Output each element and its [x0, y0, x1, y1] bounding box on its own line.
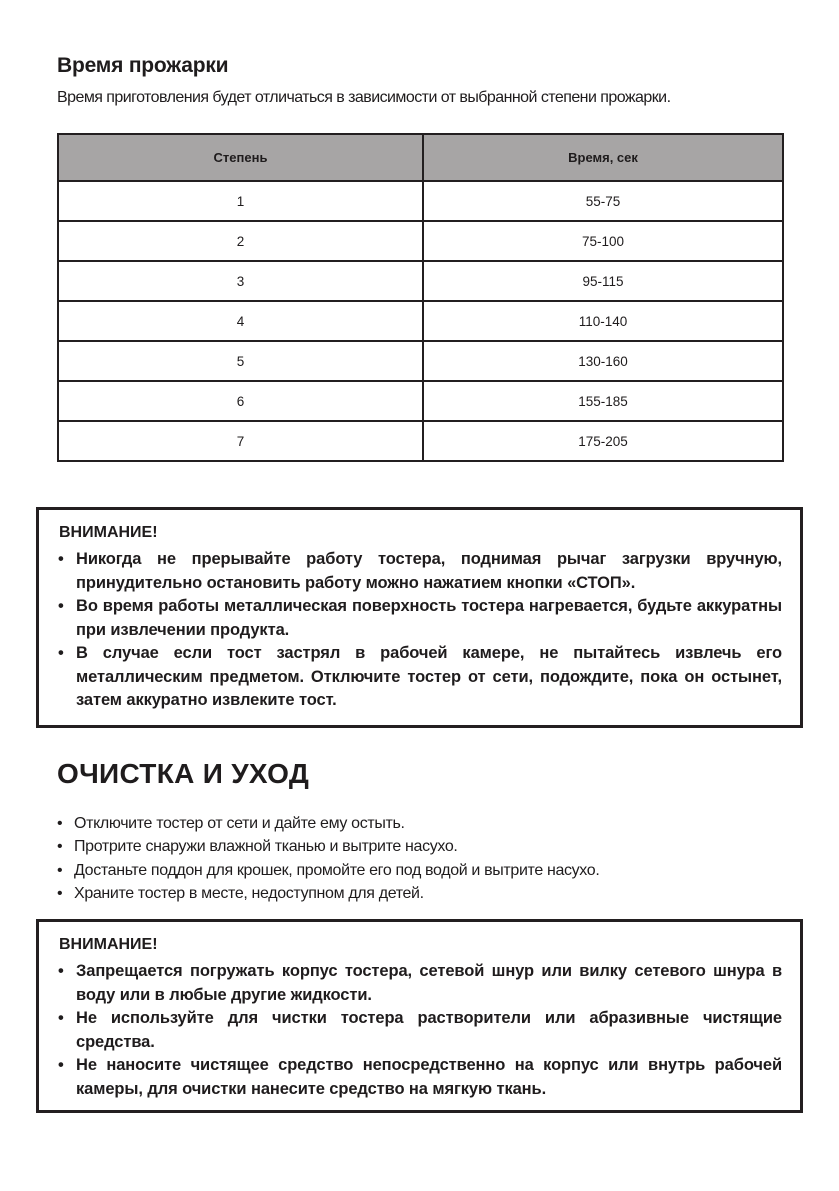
- warning-item: [58, 1054, 782, 1101]
- table-row: [58, 301, 783, 341]
- bullet-icon: •: [57, 861, 63, 879]
- level-cell: 1: [58, 181, 423, 221]
- table-row: [58, 261, 783, 301]
- bullet-icon: •: [58, 644, 64, 662]
- warning-list: [58, 548, 782, 713]
- list-item: [57, 882, 599, 905]
- warning-item-text: Не наносите чистящее средство непосредственно на корпус или внутрь рабочей камеры, для очистки нанесите средство на мягкую ткань.: [76, 1056, 782, 1098]
- table-header-row: [58, 134, 783, 181]
- table-row: [58, 341, 783, 381]
- warning-item-text: Никогда не прерывайте работу тостера, поднимая рычаг загрузки вручную, принудительно остановить работу можно нажатием кнопки «СТОП».: [76, 550, 782, 592]
- level-cell: 5: [58, 341, 423, 381]
- table-row: [58, 421, 783, 461]
- cleaning-list: [57, 812, 599, 905]
- roast-time-intro: Время приготовления будет отличаться в зависимости от выбранной степени прожарки.: [57, 89, 671, 106]
- list-item-text: Протрите снаружи влажной тканью и вытрите насухо.: [74, 838, 458, 856]
- warning-item-text: Запрещается погружать корпус тостера, сетевой шнур или вилку сетевого шнура в воду или в любые другие жидкости.: [76, 962, 782, 1004]
- bullet-icon: •: [58, 550, 64, 568]
- level-cell: 3: [58, 261, 423, 301]
- bullet-icon: •: [58, 597, 64, 615]
- cleaning-heading: ОЧИСТКА И УХОД: [57, 758, 310, 789]
- warning-title: ВНИМАНИЕ!: [59, 524, 158, 541]
- warning-item-text: Во время работы металлическая поверхность тостера нагревается, будьте аккуратны при извлечении продукта.: [76, 597, 782, 639]
- roast-time-heading: Время прожарки: [57, 54, 229, 77]
- bullet-icon: •: [57, 838, 63, 856]
- warning-item: [58, 642, 782, 713]
- roast-time-table: [57, 133, 784, 462]
- bullet-icon: •: [58, 1009, 64, 1027]
- warning-box-operation: [36, 507, 803, 728]
- list-item: [57, 835, 599, 858]
- time-cell: 130-160: [423, 341, 783, 381]
- bullet-icon: •: [58, 962, 64, 980]
- list-item: [57, 859, 599, 882]
- level-cell: 4: [58, 301, 423, 341]
- warning-item-text: Не используйте для чистки тостера растворители или абразивные чистящие средства.: [76, 1009, 782, 1051]
- list-item-text: Достаньте поддон для крошек, промойте его под водой и вытрите насухо.: [74, 861, 600, 879]
- table-row: [58, 381, 783, 421]
- column-header-time: Время, сек: [423, 134, 783, 181]
- level-cell: 6: [58, 381, 423, 421]
- warning-item: [58, 960, 782, 1007]
- warning-item: [58, 548, 782, 595]
- warning-list: [58, 960, 782, 1101]
- bullet-icon: •: [57, 815, 63, 832]
- table-row: [58, 181, 783, 221]
- column-header-level: Степень: [58, 134, 423, 181]
- time-cell: 95-115: [423, 261, 783, 301]
- list-item-text: Храните тостер в месте, недоступном для детей.: [74, 884, 424, 902]
- warning-item: [58, 595, 782, 642]
- level-cell: 7: [58, 421, 423, 461]
- warning-item: [58, 1007, 782, 1054]
- time-cell: 75-100: [423, 221, 783, 261]
- bullet-icon: •: [57, 884, 63, 902]
- list-item: [57, 812, 599, 835]
- table-row: [58, 221, 783, 261]
- warning-title: ВНИМАНИЕ!: [59, 936, 158, 953]
- time-cell: 175-205: [423, 421, 783, 461]
- time-cell: 55-75: [423, 181, 783, 221]
- warning-box-cleaning: [36, 919, 803, 1113]
- time-cell: 110-140: [423, 301, 783, 341]
- time-cell: 155-185: [423, 381, 783, 421]
- list-item-text: Отключите тостер от сети и дайте ему остыть.: [74, 815, 405, 832]
- level-cell: 2: [58, 221, 423, 261]
- warning-item-text: В случае если тост застрял в рабочей камере, не пытайтесь извлечь его металлическим предметом. Отключите тостер от сети, подождите, пока он остынет, затем аккуратно извлеките тост.: [76, 644, 782, 709]
- bullet-icon: •: [58, 1056, 64, 1074]
